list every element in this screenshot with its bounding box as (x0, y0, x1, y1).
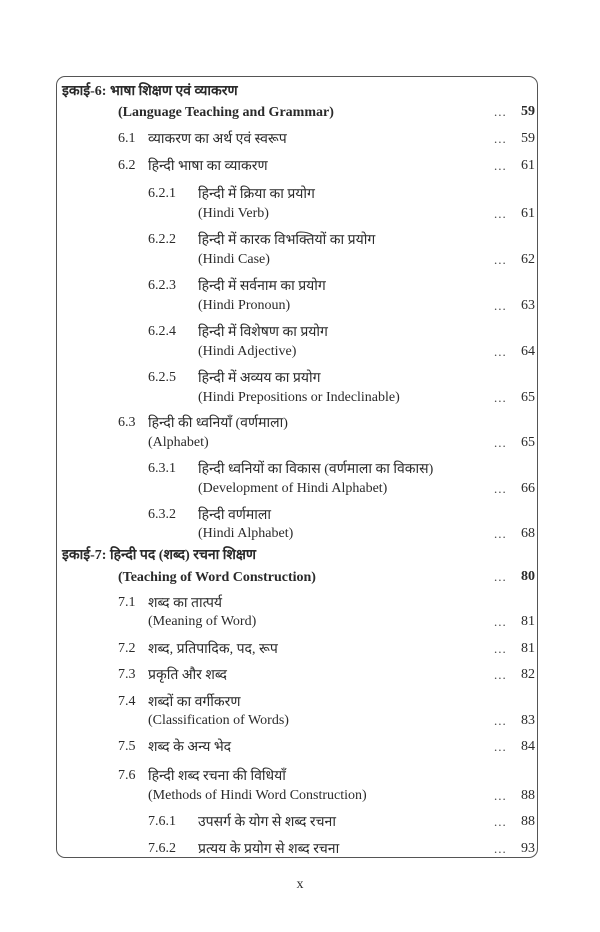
page-number: 66 (521, 481, 535, 496)
leader-dots: ... (494, 814, 507, 829)
subsection-title-english: (Hindi Pronoun) (198, 298, 291, 313)
unit-6-header (62, 83, 238, 101)
subsection-title-english: (Development of Hindi Alphabet) (198, 481, 388, 496)
leader-dots: ... (494, 641, 507, 656)
section-title-hindi: शब्द, प्रतिपादिक, पद, रूप (148, 642, 278, 657)
leader-dots: ... (494, 104, 507, 119)
page-number: 59 (521, 131, 535, 146)
leader-dots: ... (494, 252, 507, 267)
leader-dots: ... (494, 131, 507, 146)
subsection-title-hindi: हिन्दी में क्रिया का प्रयोग (198, 187, 315, 202)
subsection-number: 6.2.4 (148, 324, 176, 339)
page-number: 88 (521, 814, 535, 829)
page-number: 63 (521, 298, 535, 313)
section-title-english: (Alphabet) (148, 435, 209, 450)
subsection-title-english: (Hindi Verb) (198, 206, 269, 221)
section-title-hindi: हिन्दी भाषा का व्याकरण (148, 159, 268, 174)
leader-dots: ... (494, 298, 507, 313)
subsection-title-english: (Hindi Case) (198, 252, 270, 267)
leader-dots: ... (494, 526, 507, 541)
unit-title-english: (Teaching of Word Construction) (118, 570, 316, 585)
unit-title-english: (Language Teaching and Grammar) (118, 105, 334, 120)
section-number: 6.2 (118, 158, 136, 173)
subsection-number: 7.6.1 (148, 814, 176, 829)
subsection-title-english: (Hindi Adjective) (198, 344, 297, 359)
leader-dots: ... (494, 569, 507, 584)
page-number: 83 (521, 713, 535, 728)
subsection-number: 6.2.2 (148, 232, 176, 247)
page-number: 61 (521, 206, 535, 221)
page-number: 81 (521, 641, 535, 656)
section-title-hindi: प्रकृति और शब्द (148, 668, 227, 683)
leader-dots: ... (494, 739, 507, 754)
page-footer-number: x (296, 877, 304, 892)
subsection-title-hindi: हिन्दी में सर्वनाम का प्रयोग (198, 279, 326, 294)
page-number: 62 (521, 252, 535, 267)
leader-dots: ... (494, 206, 507, 221)
section-number: 7.2 (118, 641, 136, 656)
subsection-number: 6.2.3 (148, 278, 176, 293)
leader-dots: ... (494, 614, 507, 629)
section-number: 7.1 (118, 595, 136, 610)
section-number: 7.6 (118, 768, 136, 783)
section-title-hindi: हिन्दी की ध्वनियाँ (वर्णमाला) (148, 416, 288, 431)
leader-dots: ... (494, 841, 507, 856)
subsection-number: 6.2.5 (148, 370, 176, 385)
leader-dots: ... (494, 667, 507, 682)
unit-title-hindi: भाषा शिक्षण एवं व्याकरण (109, 84, 238, 99)
unit-7-header (62, 547, 256, 565)
subsection-title-hindi: उपसर्ग के योग से शब्द रचना (198, 815, 336, 830)
page-number: 80 (521, 569, 535, 584)
page-number: 59 (521, 104, 535, 119)
leader-dots: ... (494, 788, 507, 803)
subsection-number: 6.3.1 (148, 461, 176, 476)
section-title-english: (Meaning of Word) (148, 614, 257, 629)
page-number: 88 (521, 788, 535, 803)
leader-dots: ... (494, 158, 507, 173)
section-title-hindi: व्याकरण का अर्थ एवं स्वरूप (148, 132, 287, 147)
page-number: 84 (521, 739, 535, 754)
unit-label: इकाई-7: (62, 548, 107, 563)
page-number: 61 (521, 158, 535, 173)
subsection-title-hindi: हिन्दी में कारक विभक्तियों का प्रयोग (198, 233, 376, 248)
leader-dots: ... (494, 390, 507, 405)
page-number: 82 (521, 667, 535, 682)
section-title-hindi: हिन्दी शब्द रचना की विधियाँ (148, 769, 286, 784)
section-number: 7.3 (118, 667, 136, 682)
section-title-english: (Methods of Hindi Word Construction) (148, 788, 367, 803)
leader-dots: ... (494, 481, 507, 496)
subsection-number: 6.3.2 (148, 507, 176, 522)
subsection-title-hindi: हिन्दी में विशेषण का प्रयोग (198, 325, 328, 340)
subsection-number: 6.2.1 (148, 186, 176, 201)
section-number: 6.1 (118, 131, 136, 146)
section-number: 7.4 (118, 694, 136, 709)
subsection-title-english: (Hindi Prepositions or Indeclinable) (198, 390, 400, 405)
section-number: 7.5 (118, 739, 136, 754)
section-title-hindi: शब्द का तात्पर्य (148, 596, 223, 611)
subsection-title-hindi: प्रत्यय के प्रयोग से शब्द रचना (198, 842, 340, 857)
section-title-english: (Classification of Words) (148, 713, 289, 728)
leader-dots: ... (494, 344, 507, 359)
subsection-title-hindi: हिन्दी में अव्यय का प्रयोग (198, 371, 321, 386)
page-number: 81 (521, 614, 535, 629)
section-title-hindi: शब्दों का वर्गीकरण (148, 695, 241, 710)
page-number: 64 (521, 344, 535, 359)
section-title-hindi: शब्द के अन्य भेद (148, 740, 232, 755)
page-number: 65 (521, 435, 535, 450)
page-number: 65 (521, 390, 535, 405)
unit-title-hindi: हिन्दी पद (शब्द) रचना शिक्षण (109, 548, 257, 563)
unit-label: इकाई-6: (62, 84, 107, 99)
section-number: 6.3 (118, 415, 136, 430)
subsection-title-hindi: हिन्दी ध्वनियों का विकास (वर्णमाला का विकास) (198, 462, 434, 477)
subsection-number: 7.6.2 (148, 841, 176, 856)
subsection-title-english: (Hindi Alphabet) (198, 526, 294, 541)
page-number: 68 (521, 526, 535, 541)
subsection-title-hindi: हिन्दी वर्णमाला (198, 508, 271, 523)
leader-dots: ... (494, 435, 507, 450)
leader-dots: ... (494, 713, 507, 728)
page-number: 93 (521, 841, 535, 856)
